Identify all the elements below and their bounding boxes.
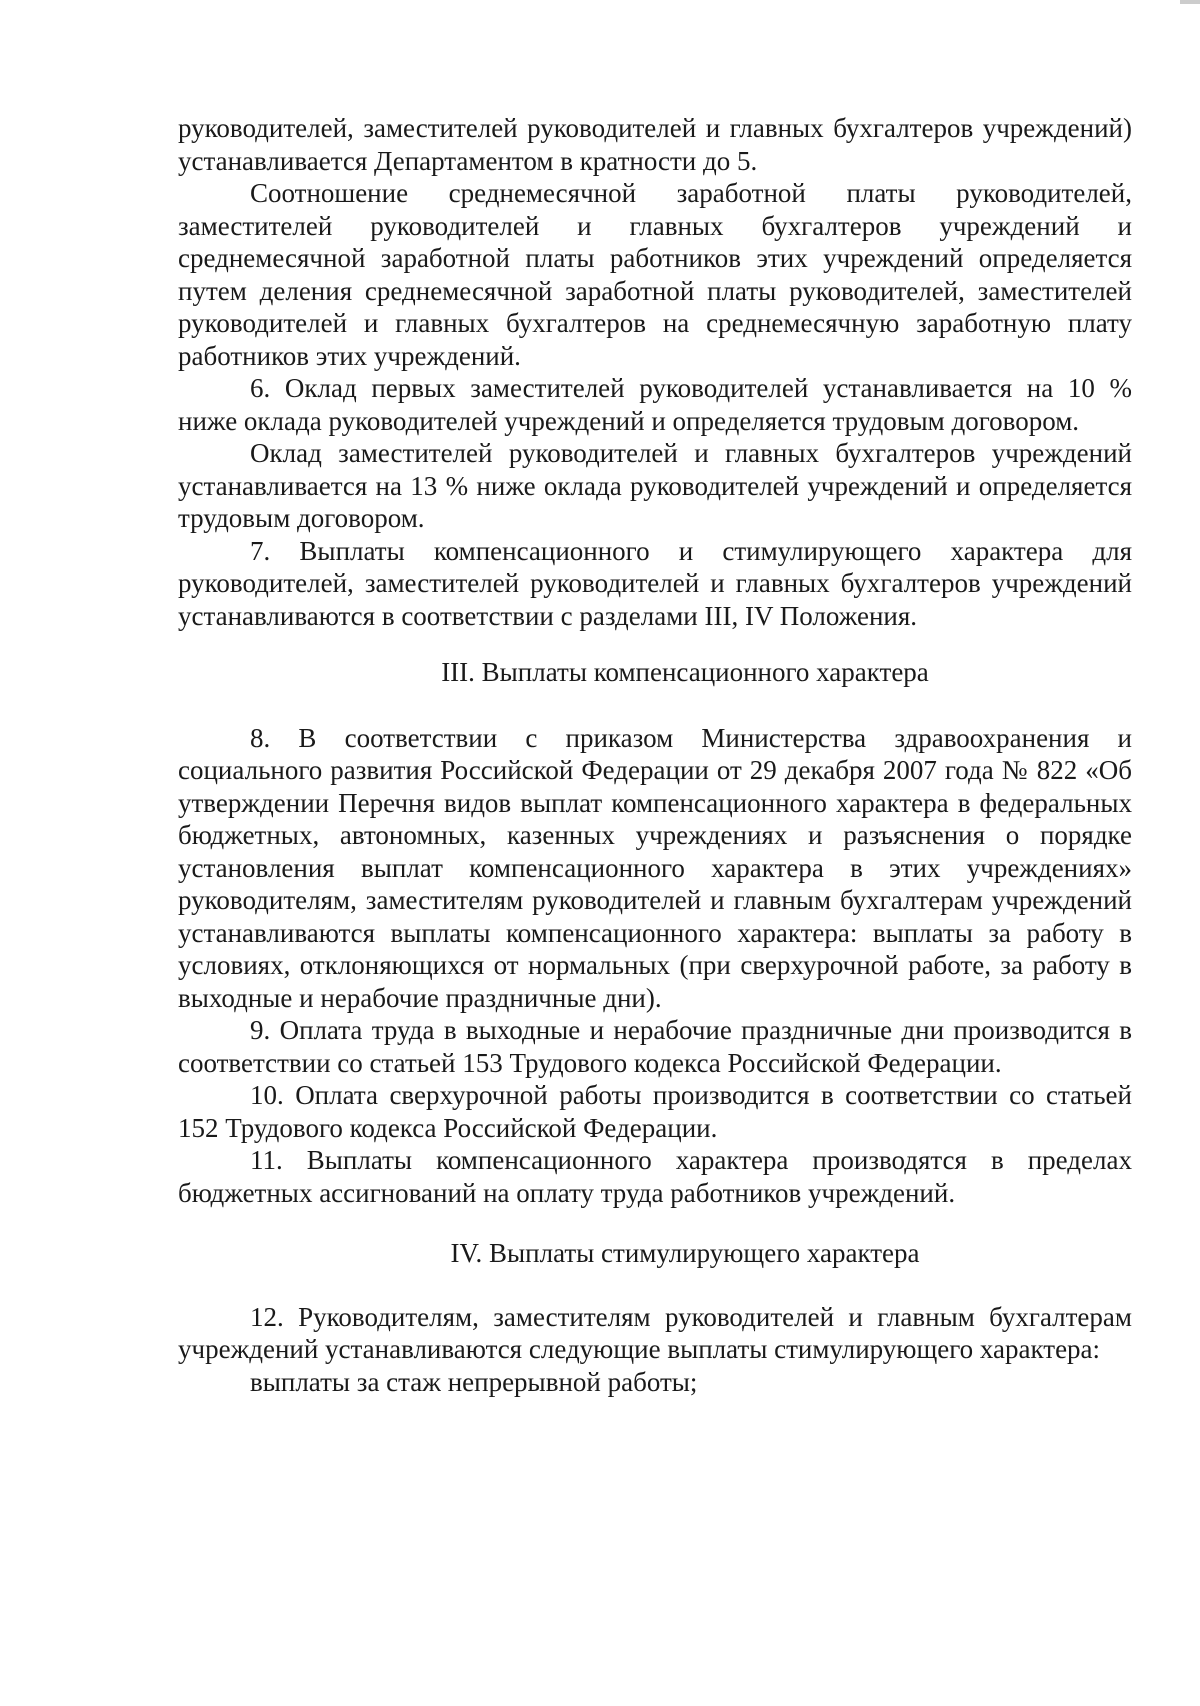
- paragraph-item-10: 10. Оплата сверхурочной работы производится в соответствии со статьей 152 Трудового кодекса Российской Федерации.: [178, 1080, 1132, 1143]
- section-3-heading: III. Выплаты компенсационного характера: [441, 657, 929, 687]
- paragraph-item-12: 12. Руководителям, заместителям руководителей и главным бухгалтерам учреждений устанавливаются следующие выплаты стимулирующего характера:: [178, 1301, 1132, 1364]
- paragraph-continuation: руководителей, заместителей руководителей и главных бухгалтеров учреждений) устанавливается Департаментом в кратности до 5.: [178, 113, 1132, 176]
- section-4-heading: IV. Выплаты стимулирующего характера: [450, 1238, 920, 1268]
- paragraph-salary-ratio: Соотношение среднемесячной заработной платы руководителей, заместителей руководителей и главных бухгалтеров учреждений и среднемесячной заработной платы работников этих учреждений определяется путем деления среднемесячной заработной платы руководителей, заместителей руководителей и главных бухгалтеров на среднемесячную заработную плату работников этих учреждений.: [178, 178, 1132, 371]
- document-body: [178, 112, 1132, 1398]
- paragraph-deputy-salary: Оклад заместителей руководителей и главных бухгалтеров учреждений устанавливается на 13 % ниже оклада руководителей учреждений и определяется трудовым договором.: [178, 438, 1132, 533]
- paragraph-item-11: 11. Выплаты компенсационного характера производятся в пределах бюджетных ассигнований на оплату труда работников учреждений.: [178, 1145, 1132, 1208]
- paragraph-item-8: 8. В соответствии с приказом Министерства здравоохранения и социального развития Российской Федерации от 29 декабря 2007 года № 822 «Об утверждении Перечня видов выплат компенсационного характера в федеральных бюджетных, автономных, казенных учреждениях и разъяснения о порядке установления выплат компенсационного характера в этих учреждениях» руководителям, заместителям руководителей и главным бухгалтерам учреждений устанавливаются выплаты компенсационного характера: выплаты за работу в условиях, отклоняющихся от нормальных (при сверхурочной работе, за работу в выходные и нерабочие праздничные дни).: [178, 722, 1132, 1013]
- scan-edge-mark: [1180, 0, 1200, 4]
- paragraph-item-7: 7. Выплаты компенсационного и стимулирующего характера для руководителей, заместителей руководителей и главных бухгалтеров учреждений устанавливаются в соответствии с разделами III, IV Положения.: [178, 535, 1132, 631]
- paragraph-continuous-service: выплаты за стаж непрерывной работы;: [250, 1366, 698, 1397]
- paragraph-item-9: 9. Оплата труда в выходные и нерабочие праздничные дни производится в соответствии со статьей 153 Трудового кодекса Российской Федерации.: [178, 1015, 1132, 1078]
- paragraph-item-6: 6. Оклад первых заместителей руководителей устанавливается на 10 % ниже оклада руководителей учреждений и определяется трудовым договором.: [178, 373, 1132, 436]
